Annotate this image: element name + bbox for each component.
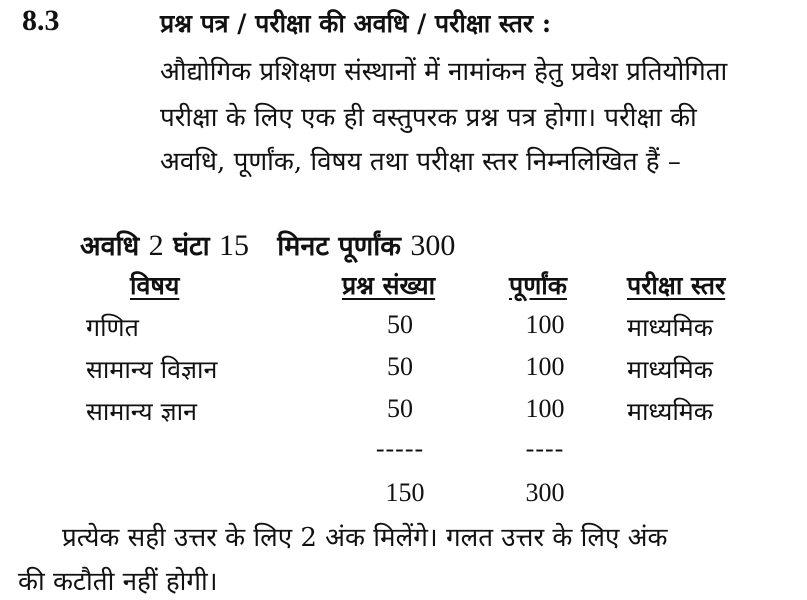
total-marks-label: पूर्णांक bbox=[338, 231, 401, 262]
header-subject: विषय bbox=[130, 271, 180, 300]
intro-line: औद्योगिक प्रशिक्षण संस्थानों में नामांकन हेतु प्रवेश प्रतियोगिता bbox=[160, 57, 728, 87]
table-row-questions: 50 bbox=[387, 394, 413, 423]
table-row-level: माध्यमिक bbox=[627, 355, 713, 384]
footer-line: की कटौती नहीं होगी। bbox=[18, 567, 218, 597]
section-number: 8.3 bbox=[22, 4, 60, 37]
header-level: परीक्षा स्तर bbox=[627, 271, 726, 300]
table-row-marks: 100 bbox=[525, 394, 565, 423]
intro-line: परीक्षा के लिए एक ही वस्तुपरक प्रश्न पत्र होगा। परीक्षा की bbox=[160, 103, 697, 133]
table-row-subject: सामान्य विज्ञान bbox=[86, 355, 218, 384]
section-heading: प्रश्न पत्र / परीक्षा की अवधि / परीक्षा स्तर : bbox=[160, 9, 552, 38]
duration-minutes-unit: मिनट bbox=[277, 231, 329, 262]
total-marks: 300 bbox=[525, 478, 565, 507]
total-questions: 150 bbox=[385, 478, 425, 507]
questions-separator: ----- bbox=[375, 434, 425, 463]
table-row-level: माध्यमिक bbox=[627, 313, 713, 342]
duration-hours: 2 bbox=[148, 229, 164, 262]
duration-label: अवधि bbox=[80, 231, 140, 262]
header-marks: पूर्णांक bbox=[509, 271, 567, 300]
intro-line: अवधि, पूर्णांक, विषय तथा परीक्षा स्तर निम्नलिखित हैं – bbox=[160, 147, 681, 177]
duration-minutes: 15 bbox=[219, 229, 250, 262]
duration-line bbox=[80, 226, 455, 263]
table-row-marks: 100 bbox=[525, 352, 565, 381]
table-row-questions: 50 bbox=[387, 352, 413, 381]
table-row-subject: गणित bbox=[86, 313, 139, 342]
total-marks-value: 300 bbox=[410, 229, 456, 262]
table-row-level: माध्यमिक bbox=[627, 397, 713, 426]
marks-separator: ---- bbox=[525, 434, 565, 463]
table-row-subject: सामान्य ज्ञान bbox=[86, 397, 197, 426]
footer-line: प्रत्येक सही उत्तर के लिए 2 अंक मिलेंगे। गलत उत्तर के लिए अंक bbox=[62, 523, 668, 553]
header-questions: प्रश्न संख्या bbox=[342, 271, 436, 300]
duration-hours-unit: घंटा bbox=[173, 231, 210, 262]
table-row-marks: 100 bbox=[525, 310, 565, 339]
table-row-questions: 50 bbox=[387, 310, 413, 339]
